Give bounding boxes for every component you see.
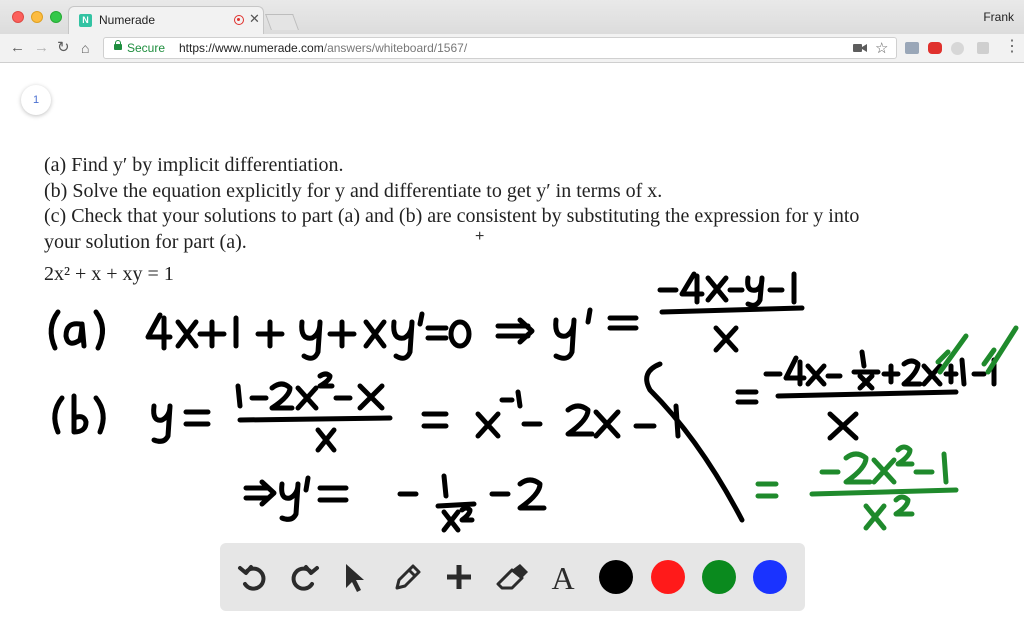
problem-line-b: (b) Solve the equation explicitly for y and differentiate to get y′ in terms of x.: [44, 179, 663, 202]
problem-line-a: (a) Find y′ by implicit differentiation.: [44, 154, 344, 176]
undo-icon[interactable]: [236, 560, 270, 594]
forward-arrow-icon[interactable]: →: [34, 39, 49, 56]
text-icon[interactable]: [546, 560, 580, 594]
eraser-icon[interactable]: [494, 560, 528, 594]
tab-close-icon[interactable]: ✕: [249, 11, 260, 26]
url-host: https://www.numerade.com: [179, 41, 324, 55]
secure-label: Secure: [127, 41, 166, 55]
drawing-toolbar: [220, 543, 805, 611]
svg-text:A: A: [551, 560, 575, 594]
url-path: /answers/whiteboard/1567/: [323, 41, 468, 55]
problem-line-c-cont: your solution for part (a).: [44, 230, 247, 253]
color-black-swatch[interactable]: [599, 560, 633, 594]
select-pointer-icon[interactable]: [337, 560, 371, 594]
pencil-icon[interactable]: [391, 560, 425, 594]
numerade-favicon-icon: N: [79, 14, 92, 27]
profile-name[interactable]: Frank: [983, 10, 1014, 24]
problem-line-c: (c) Check that your solutions to part (a) and (b) are consistent by substituting the expression for y into: [44, 205, 860, 227]
handwriting-check-step: [738, 352, 994, 438]
crosshair-cursor-icon: +: [475, 228, 485, 245]
handwriting-part-b: [55, 374, 678, 450]
add-icon[interactable]: [442, 560, 476, 594]
back-arrow-icon[interactable]: ←: [10, 39, 25, 56]
home-icon[interactable]: ⌂: [81, 40, 90, 56]
handwriting-derivative: [246, 476, 544, 530]
bookmark-star-icon[interactable]: ☆: [875, 40, 889, 57]
redo-icon[interactable]: [287, 560, 321, 594]
tab-title: Numerade: [99, 13, 156, 27]
handwriting-part-a: [51, 274, 802, 358]
reload-icon[interactable]: ↻: [57, 39, 70, 56]
bracket-stroke: [647, 364, 742, 520]
given-equation: 2x² + x + xy = 1: [44, 263, 174, 285]
page-number-badge[interactable]: 1: [21, 85, 51, 115]
menu-kebab-icon[interactable]: ⋮: [1004, 38, 1020, 55]
color-red-swatch[interactable]: [651, 560, 685, 594]
color-blue-swatch[interactable]: [753, 560, 787, 594]
color-green-swatch[interactable]: [702, 560, 736, 594]
